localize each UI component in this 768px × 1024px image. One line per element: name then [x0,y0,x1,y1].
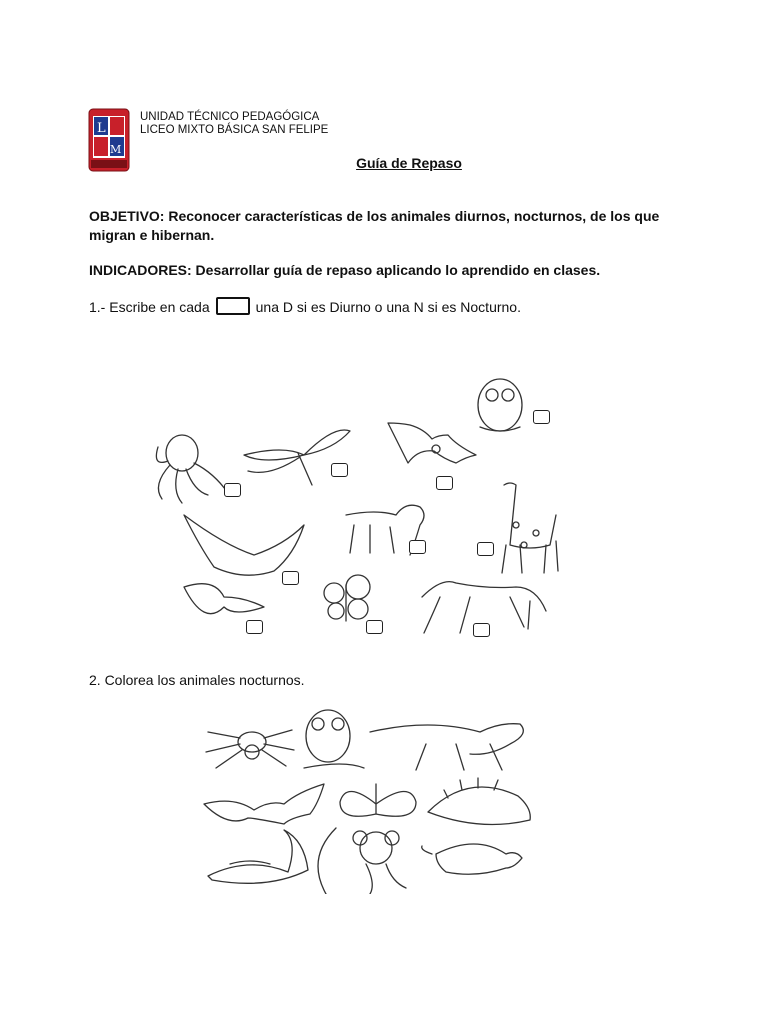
bat-icon-2 [204,784,324,824]
svg-text:M: M [110,143,122,156]
koala-icon [318,828,406,894]
owl-icon-2 [304,710,364,768]
hedgehog-icon [428,778,530,825]
exercise1-instruction [89,297,521,317]
owl-icon [478,379,522,431]
exercise1-text-after: una D si es Diurno o una N si es Nocturno. [255,299,521,315]
exercise1-text-before: 1.- Escribe en cada [89,299,210,315]
skunk-icon [208,830,308,883]
answer-box-owl[interactable] [533,410,550,424]
objective-text: OBJETIVO: Reconocer características de los animales diurnos, nocturnos, de los que migran e hibernan. [89,208,660,243]
answer-box-giraffe[interactable] [477,542,494,556]
answer-box-horse[interactable] [473,623,490,637]
answer-box-octopus[interactable] [224,483,241,497]
exercise1-animals-illustration [140,365,570,645]
answer-box-butterfly[interactable] [366,620,383,634]
butterfly-icon [324,575,370,621]
answer-box-moth[interactable] [246,620,263,634]
bat-icon [388,423,476,463]
exercise2-instruction: 2. Colorea los animales nocturnos. [89,672,305,688]
answer-box-dragonfly[interactable] [331,463,348,477]
giraffe-icon [502,483,558,573]
answer-box-dog[interactable] [409,540,426,554]
moth-icon [184,584,264,614]
butterfly-icon-2 [340,784,416,816]
exercise2-animals-illustration[interactable] [200,704,545,894]
spider-icon [206,730,294,768]
page-title: Guía de Repaso [356,155,462,171]
answer-box-bat[interactable] [436,476,453,490]
svg-text:L: L [97,121,106,136]
octopus-icon [156,435,228,503]
example-answer-box [216,297,250,315]
fox-icon [370,724,523,770]
answer-box-eagle[interactable] [282,571,299,585]
indicators-text: INDICADORES: Desarrollar guía de repaso aplicando lo aprendido en clases. [89,262,601,278]
eagle-icon [184,515,304,575]
header-unit-name: UNIDAD TÉCNICO PEDAGÓGICA [140,111,320,123]
header-school-name: LICEO MIXTO BÁSICA SAN FELIPE [140,124,329,136]
mouse-icon [422,844,522,874]
